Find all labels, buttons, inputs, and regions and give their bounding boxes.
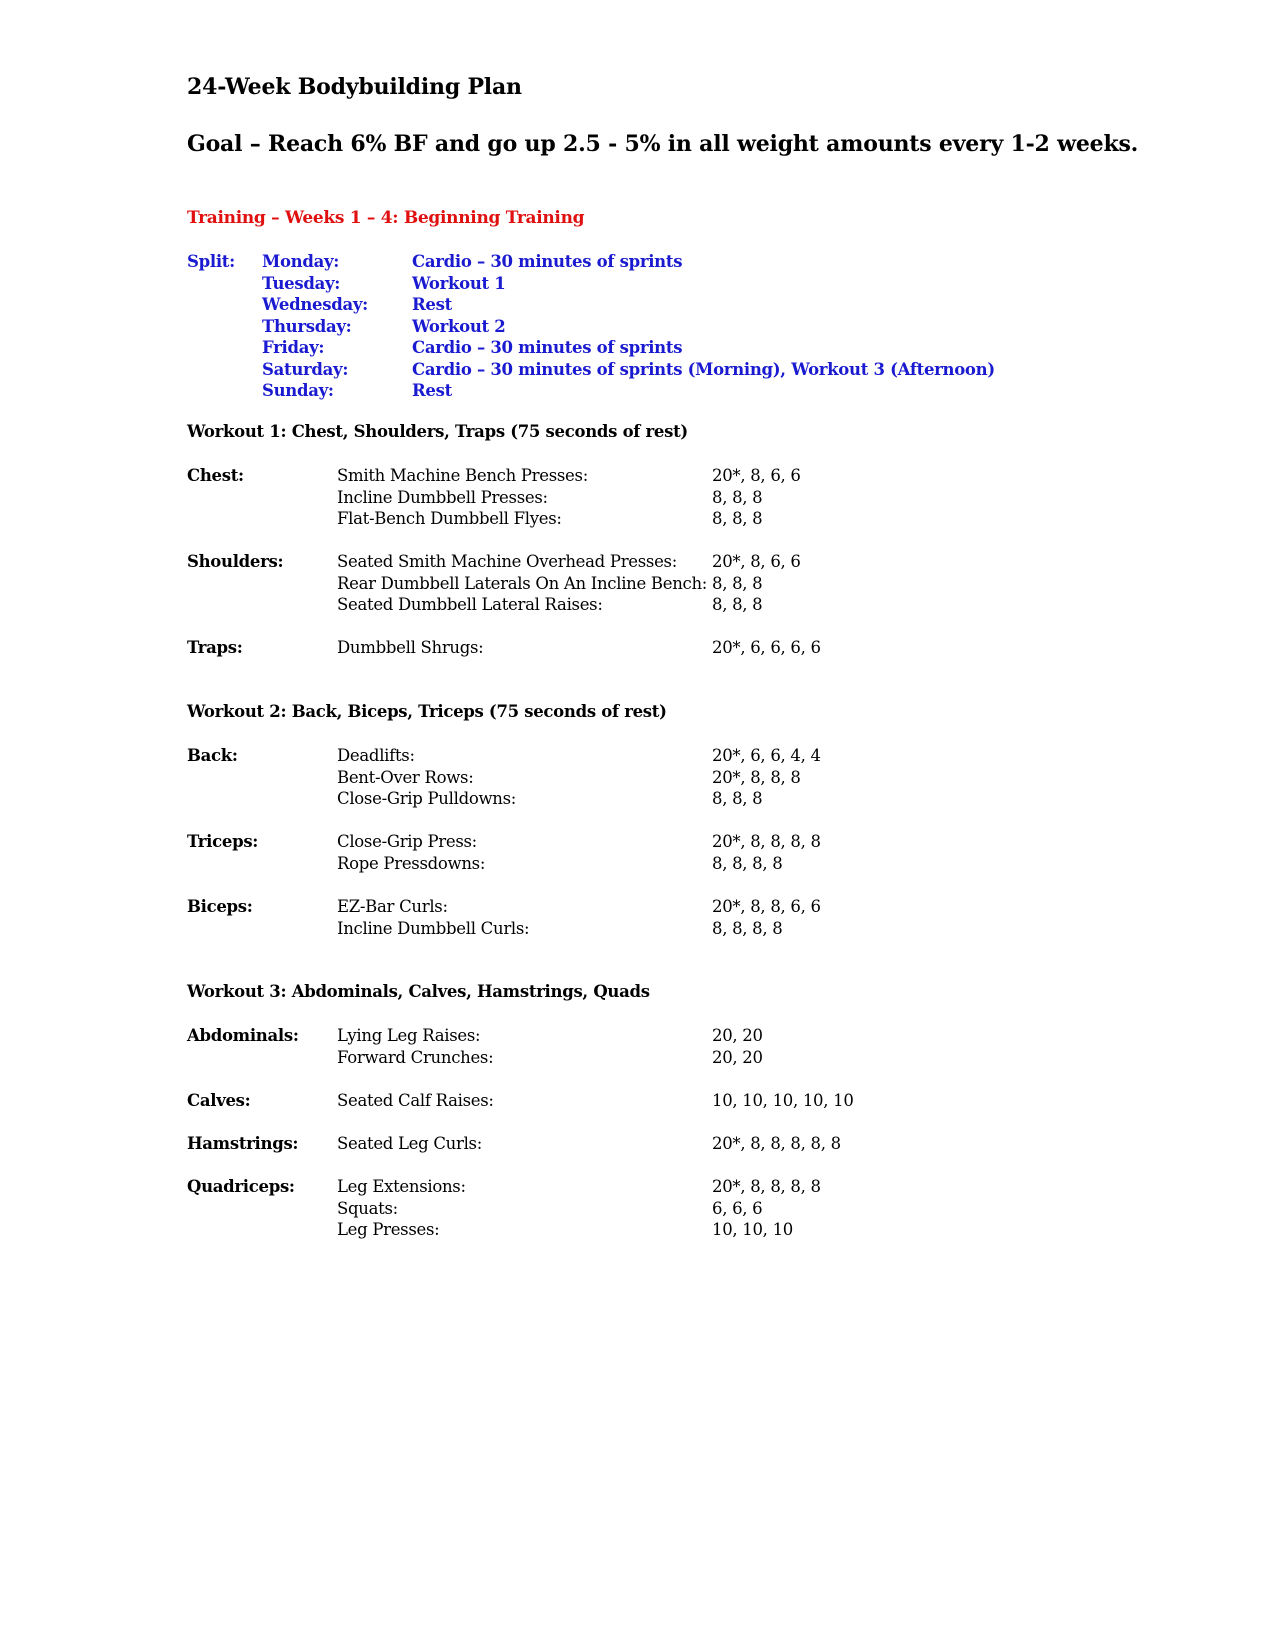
exercise-name: Seated Calf Raises: [337,1091,494,1110]
exercise-sets: 8, 8, 8, 8 [712,853,783,873]
workout-2-heading: Workout 2: Back, Biceps, Triceps (75 seconds of rest) [187,702,667,721]
workout-1-heading: Workout 1: Chest, Shoulders, Traps (75 seconds of rest) [187,422,688,441]
exercise-name: Incline Dumbbell Presses: [337,487,548,507]
split-activity: Cardio – 30 minutes of sprints [412,338,683,357]
exercise-name: Smith Machine Bench Presses: [337,466,588,485]
split-activity: Cardio – 30 minutes of sprints [412,252,683,271]
exercise-name: Incline Dumbbell Curls: [337,918,530,938]
exercise-name: Close-Grip Press: [337,832,477,851]
split-day: Friday: [262,338,325,357]
exercise-sets: 10, 10, 10, 10, 10 [712,1091,854,1110]
exercise-name: Lying Leg Raises: [337,1026,481,1045]
muscle-group-label: Biceps: [187,897,253,916]
exercise-sets: 20, 20 [712,1047,763,1067]
muscle-group-label: Hamstrings: [187,1134,299,1153]
exercise-sets: 20*, 6, 6, 6, 6 [712,638,821,657]
exercise-sets: 6, 6, 6 [712,1198,763,1218]
exercise-name: Forward Crunches: [337,1047,494,1067]
exercise-sets: 20*, 8, 8, 6, 6 [712,897,821,916]
exercise-name: Seated Smith Machine Overhead Presses: [337,552,677,571]
split-day: Sunday: [262,381,334,400]
exercise-name: Squats: [337,1198,398,1218]
split-day: Thursday: [262,316,352,336]
split-activity: Rest [412,295,452,314]
exercise-sets: 8, 8, 8 [712,595,763,614]
muscle-group-label: Back: [187,746,238,765]
exercise-sets: 20*, 8, 8, 8 [712,767,801,787]
muscle-group-label: Traps: [187,638,243,657]
exercise-sets: 8, 8, 8 [712,789,763,808]
exercise-name: Leg Extensions: [337,1177,466,1196]
exercise-sets: 20*, 8, 8, 8, 8 [712,1177,821,1196]
muscle-group-label: Quadriceps: [187,1177,295,1196]
exercise-sets: 8, 8, 8, 8 [712,918,783,938]
phase-heading: Training – Weeks 1 – 4: Beginning Training [187,208,585,228]
exercise-sets: 8, 8, 8 [712,487,763,507]
split-day: Saturday: [262,359,349,379]
muscle-group-label: Triceps: [187,832,259,851]
exercise-sets: 20*, 8, 6, 6 [712,552,801,571]
exercise-sets: 20*, 8, 8, 8, 8, 8 [712,1134,841,1153]
split-label: Split: [187,252,235,271]
exercise-sets: 8, 8, 8 [712,509,763,528]
exercise-name: EZ-Bar Curls: [337,897,448,916]
goal-statement: Goal – Reach 6% BF and go up 2.5 - 5% in all weight amounts every 1-2 weeks. [187,131,1139,157]
exercise-sets: 20*, 8, 8, 8, 8 [712,832,821,851]
split-day: Wednesday: [262,295,368,314]
split-activity: Cardio – 30 minutes of sprints (Morning), Workout 3 (Afternoon) [412,359,995,379]
exercise-name: Close-Grip Pulldowns: [337,789,517,808]
exercise-name: Rear Dumbbell Laterals On An Incline Bench: [337,573,708,593]
split-activity: Workout 2 [412,316,506,336]
document-title: 24-Week Bodybuilding Plan [187,74,522,100]
muscle-group-label: Calves: [187,1091,251,1110]
muscle-group-label: Shoulders: [187,552,284,571]
split-day: Tuesday: [262,273,341,293]
exercise-name: Dumbbell Shrugs: [337,638,484,657]
exercise-name: Bent-Over Rows: [337,767,474,787]
exercise-name: Flat-Bench Dumbbell Flyes: [337,509,562,528]
muscle-group-label: Abdominals: [187,1026,299,1045]
exercise-name: Deadlifts: [337,746,415,765]
muscle-group-label: Chest: [187,466,244,485]
exercise-sets: 20, 20 [712,1026,763,1045]
workout-3-heading: Workout 3: Abdominals, Calves, Hamstrings, Quads [187,982,650,1001]
exercise-sets: 8, 8, 8 [712,573,763,593]
exercise-sets: 20*, 8, 6, 6 [712,466,801,485]
exercise-name: Seated Leg Curls: [337,1134,482,1153]
exercise-name: Seated Dumbbell Lateral Raises: [337,595,603,614]
split-activity: Rest [412,381,452,400]
split-day: Monday: [262,252,340,271]
exercise-name: Rope Pressdowns: [337,853,486,873]
exercise-sets: 10, 10, 10 [712,1220,793,1239]
split-activity: Workout 1 [412,273,506,293]
exercise-sets: 20*, 6, 6, 4, 4 [712,746,821,765]
exercise-name: Leg Presses: [337,1220,440,1239]
